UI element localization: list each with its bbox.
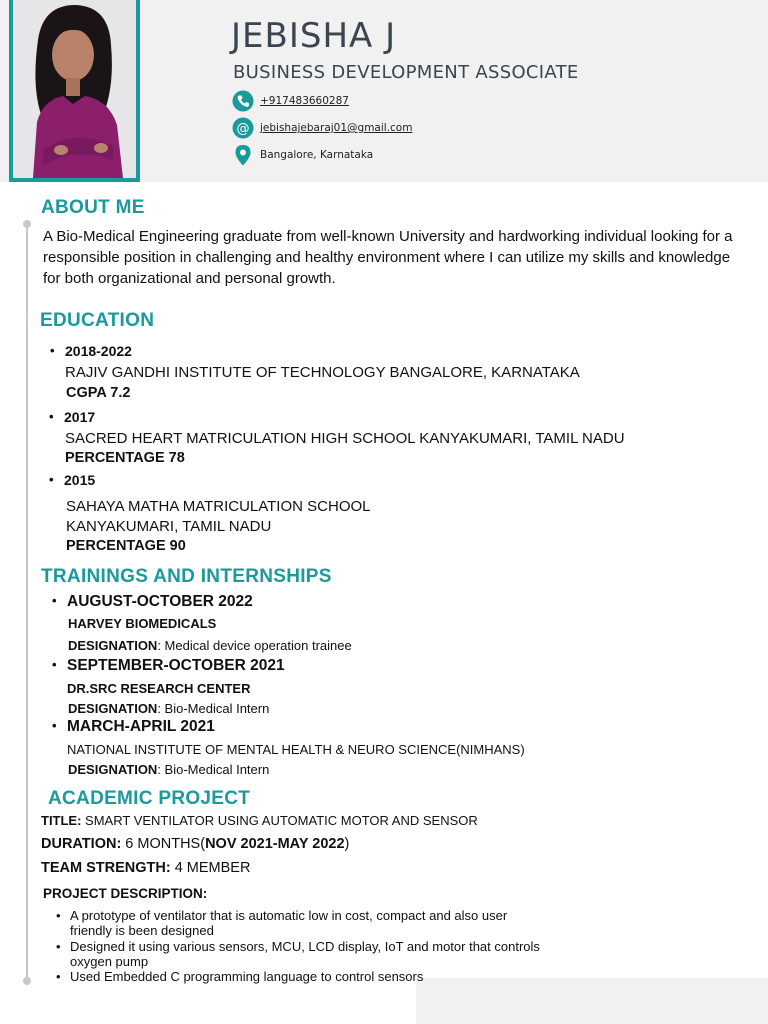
training-designation xyxy=(68,762,269,777)
project-heading: ACADEMIC PROJECT xyxy=(48,788,251,809)
designation-label: DESIGNATION xyxy=(68,762,158,777)
training-designation xyxy=(68,638,352,653)
footer-decoration xyxy=(416,978,768,1024)
education-score: CGPA 7.2 xyxy=(66,385,131,401)
education-score: PERCENTAGE 78 xyxy=(65,450,185,466)
duration-close: ) xyxy=(344,836,350,852)
svg-text:@: @ xyxy=(236,121,250,137)
education-heading: EDUCATION xyxy=(40,310,155,331)
phone-icon xyxy=(232,90,254,112)
at-sign-icon xyxy=(232,117,254,139)
map-pin-icon xyxy=(232,144,254,166)
candidate-name: JEBISHA J xyxy=(231,16,397,56)
education-institution: RAJIV GANDHI INSTITUTE OF TECHNOLOGY BANGALORE, KARNATAKA xyxy=(65,364,580,381)
timeline-line xyxy=(26,222,28,980)
education-institution: SACRED HEART MATRICULATION HIGH SCHOOL KANYAKUMARI, TAMIL NADU xyxy=(65,430,625,447)
timeline-dot xyxy=(23,220,31,228)
education-institution-location: KANYAKUMARI, TAMIL NADU xyxy=(66,518,272,535)
designation-value: : Medical device operation trainee xyxy=(157,638,352,653)
designation-value: : Bio-Medical Intern xyxy=(157,762,270,777)
list-item: • A prototype of ventilator that is automatic low in cost, compact and also user friendly is been designed xyxy=(70,908,550,939)
project-duration xyxy=(41,836,349,852)
training-organization: HARVEY BIOMEDICALS xyxy=(68,616,217,631)
training-period: • AUGUST-OCTOBER 2022 xyxy=(67,593,253,611)
project-title xyxy=(41,813,478,828)
education-year: • 2018-2022 xyxy=(65,343,132,359)
contact-email xyxy=(232,117,412,139)
project-description-list xyxy=(70,908,550,984)
project-title-label: TITLE: xyxy=(41,813,82,828)
team-value: 4 MEMBER xyxy=(170,860,251,876)
contact-phone xyxy=(232,90,349,112)
designation-label: DESIGNATION xyxy=(68,701,158,716)
duration-label: DURATION: xyxy=(41,836,122,852)
profile-photo xyxy=(9,0,140,182)
education-institution: SAHAYA MATHA MATRICULATION SCHOOL xyxy=(66,498,371,515)
designation-value: : Bio-Medical Intern xyxy=(157,701,270,716)
about-text: A Bio-Medical Engineering graduate from well-known University and hardworking individual looking for a responsible position in challenging and healthy environment where I can utilize my skills and knowledge for both organizational and personal growth. xyxy=(43,228,733,287)
team-label: TEAM STRENGTH: xyxy=(41,860,171,876)
duration-range: NOV 2021-MAY 2022 xyxy=(205,836,345,852)
duration-value: 6 MONTHS( xyxy=(121,836,206,852)
education-score: PERCENTAGE 90 xyxy=(66,538,186,554)
job-title: BUSINESS DEVELOPMENT ASSOCIATE xyxy=(233,62,579,83)
training-designation xyxy=(68,701,269,716)
email-link[interactable]: jebishajebaraj01@gmail.com xyxy=(260,122,413,134)
about-heading: ABOUT ME xyxy=(41,197,145,218)
phone-link[interactable]: +917483660287 xyxy=(260,95,349,107)
education-year: • 2017 xyxy=(64,409,95,425)
location-text: Bangalore, Karnataka xyxy=(260,149,374,161)
training-period: • SEPTEMBER-OCTOBER 2021 xyxy=(67,657,285,675)
contact-location xyxy=(232,144,373,166)
training-period: • MARCH-APRIL 2021 xyxy=(67,718,215,736)
education-year: • 2015 xyxy=(64,472,95,488)
project-team-strength xyxy=(41,860,250,876)
training-organization: NATIONAL INSTITUTE OF MENTAL HEALTH & NEURO SCIENCE(NIMHANS) xyxy=(67,742,525,757)
training-organization: DR.SRC RESEARCH CENTER xyxy=(67,681,251,696)
list-item: • Designed it using various sensors, MCU, LCD display, IoT and motor that controls oxygen pump xyxy=(70,939,550,970)
list-item: • Used Embedded C programming language to control sensors xyxy=(70,969,550,984)
timeline-dot xyxy=(23,977,31,985)
designation-label: DESIGNATION xyxy=(68,638,158,653)
profile-photo-illustration xyxy=(13,0,136,178)
project-description-label: PROJECT DESCRIPTION: xyxy=(43,886,208,901)
trainings-heading: TRAININGS AND INTERNSHIPS xyxy=(41,566,332,587)
project-title-value: SMART VENTILATOR USING AUTOMATIC MOTOR AND SENSOR xyxy=(81,813,478,828)
